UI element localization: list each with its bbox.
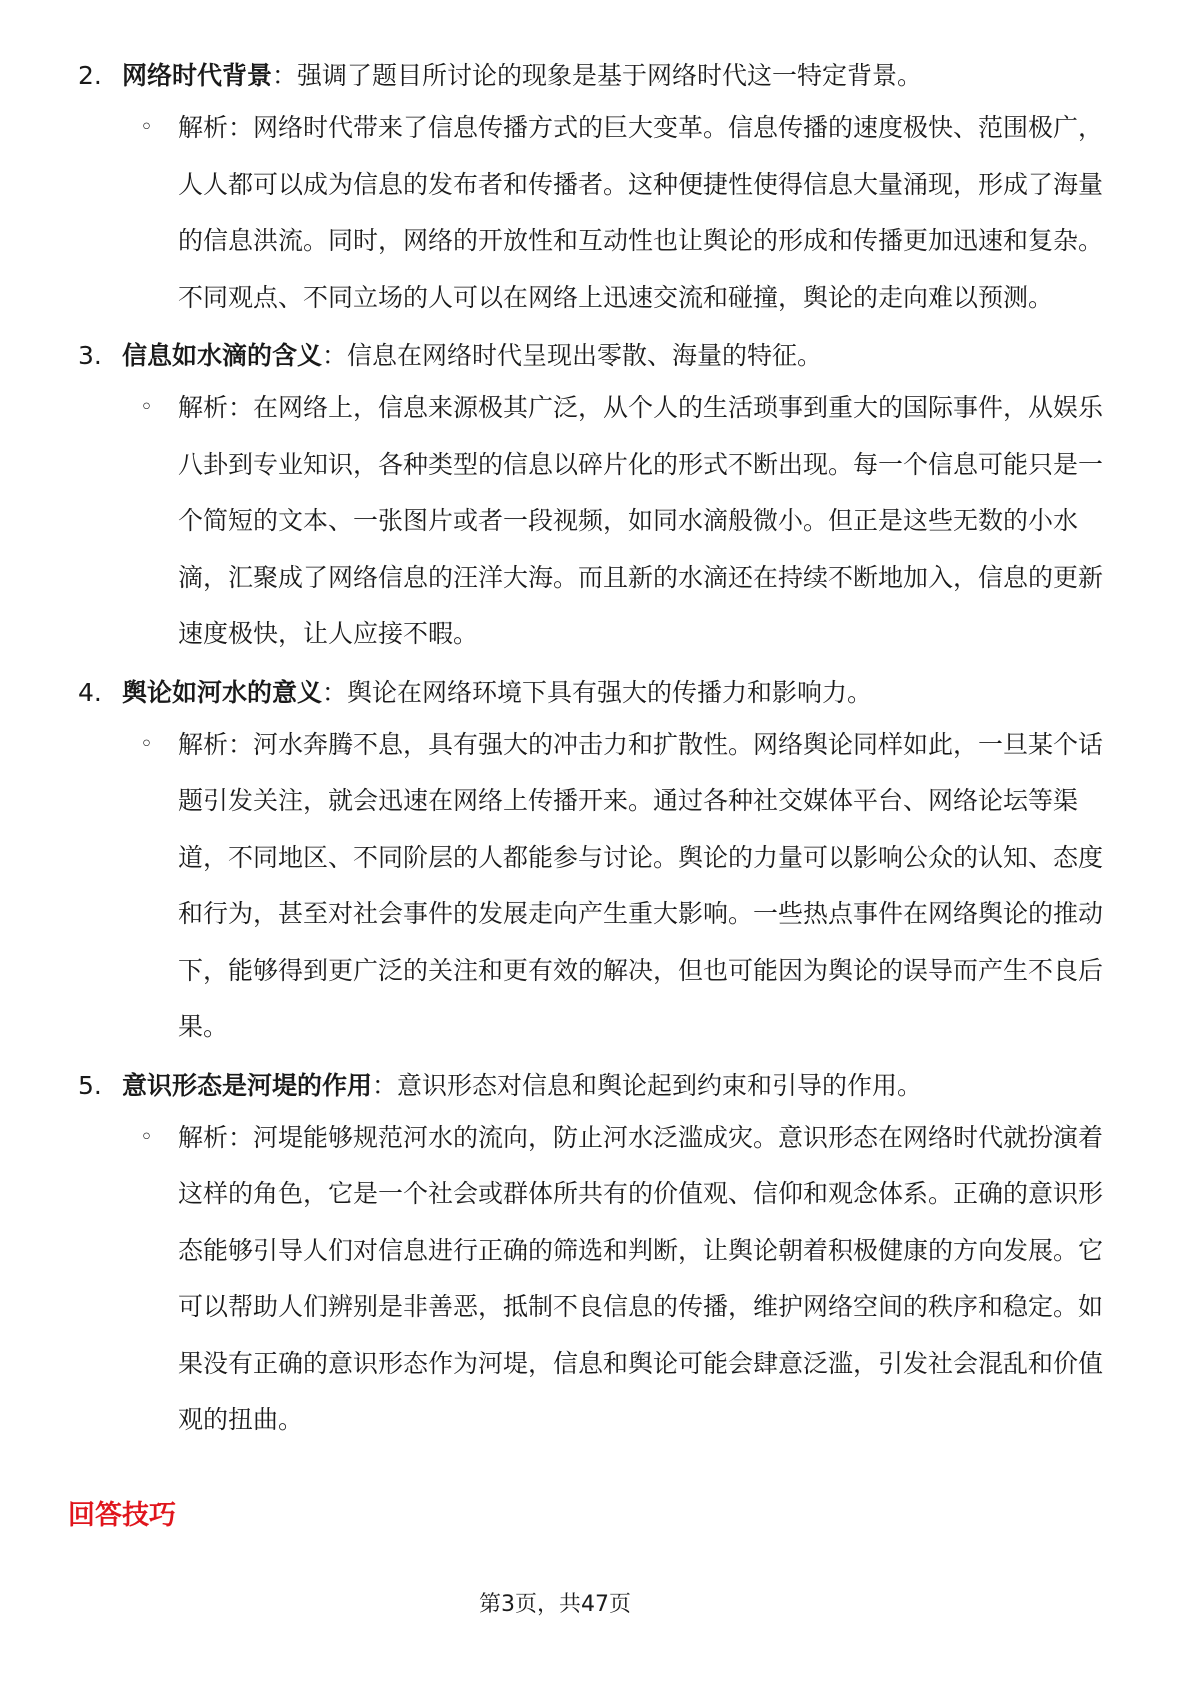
item-number: 3. [78,341,102,370]
list-item [78,673,1118,713]
page-footer: 第3页，共47页 [479,1592,631,1617]
item-term: 舆论如河水的意义 [122,677,323,707]
item-summary: ：意识形态对信息和舆论起到约束和引导的作用。 [372,1070,923,1100]
item-summary: ：信息在网络时代呈现出零散、海量的特征。 [322,341,823,370]
analysis-text: 解析：河堤能够规范河水的流向，防止河水泛滥成灾。意识形态在网络时代就扮演着这样的角色，它是一个社会或群体所共有的价值观、信仰和观念体系。正确的意识形态能够引导人们对信息进行正确的筛选和判断，让舆论朝着积极健康的方向发展。它可以帮助人们辨别是非善恶，抵制不良信息的传播，维护网络空间的秩序和稳定。如果没有正确的意识形态作为河堤，信息和舆论可能会肆意泛滥，引发社会混乱和价值观的扭曲。 [178,1122,1104,1434]
item-number: 5. [78,1070,102,1100]
analysis-paragraph [78,380,1118,663]
analysis-text: 解析：河水奔腾不息，具有强大的冲击力和扩散性。网络舆论同样如此，一旦某个话题引发关注，就会迅速在网络上传播开来。通过各种社交媒体平台、网络论坛等渠道，不同地区、不同阶层的人都能参与讨论。舆论的力量可以影响公众的认知、态度和行为，甚至对社会事件的发展走向产生重大影响。一些热点事件在网络舆论的推动下，能够得到更广泛的关注和更有效的解决，但也可能因为舆论的误导而产生不良后果。 [178,729,1104,1041]
item-number: 2. [78,61,102,90]
item-term: 意识形态是河堤的作用 [122,1070,373,1100]
analysis-paragraph [78,100,1118,326]
item-summary: ：强调了题目所讨论的现象是基于网络时代这一特定背景。 [272,61,923,90]
bullet-icon: ◦ [140,395,153,420]
bullet-icon: ◦ [140,731,153,757]
item-term: 网络时代背景 [122,61,273,90]
bullet-icon: ◦ [140,115,153,140]
item-summary: ：舆论在网络环境下具有强大的传播力和影响力。 [322,677,873,707]
list-item [78,56,1118,96]
page-content [78,56,1118,1450]
item-term: 信息如水滴的含义 [122,341,323,370]
bullet-icon: ◦ [140,1124,153,1150]
list-item [78,1066,1118,1106]
analysis-paragraph [78,717,1118,1056]
analysis-text: 解析：在网络上，信息来源极其广泛，从个人的生活琐事到重大的国际事件，从娱乐八卦到专业知识，各种类型的信息以碎片化的形式不断出现。每一个信息可能只是一个简短的文本、一张图片或者一段视频，如同水滴般微小。但正是这些无数的小水滴，汇聚成了网络信息的汪洋大海。而且新的水滴还在持续不断地加入，信息的更新速度极快，让人应接不暇。 [178,393,1104,648]
analysis-text: 解析：网络时代带来了信息传播方式的巨大变革。信息传播的速度极快、范围极广，人人都可以成为信息的发布者和传播者。这种便捷性使得信息大量涌现，形成了海量的信息洪流。同时，网络的开放性和互动性也让舆论的形成和传播更加迅速和复杂。不同观点、不同立场的人可以在网络上迅速交流和碰撞，舆论的走向难以预测。 [178,113,1104,312]
list-item [78,336,1118,376]
analysis-paragraph [78,1110,1118,1449]
item-number: 4. [78,677,102,707]
tips-heading: 回答技巧 [68,1500,176,1531]
